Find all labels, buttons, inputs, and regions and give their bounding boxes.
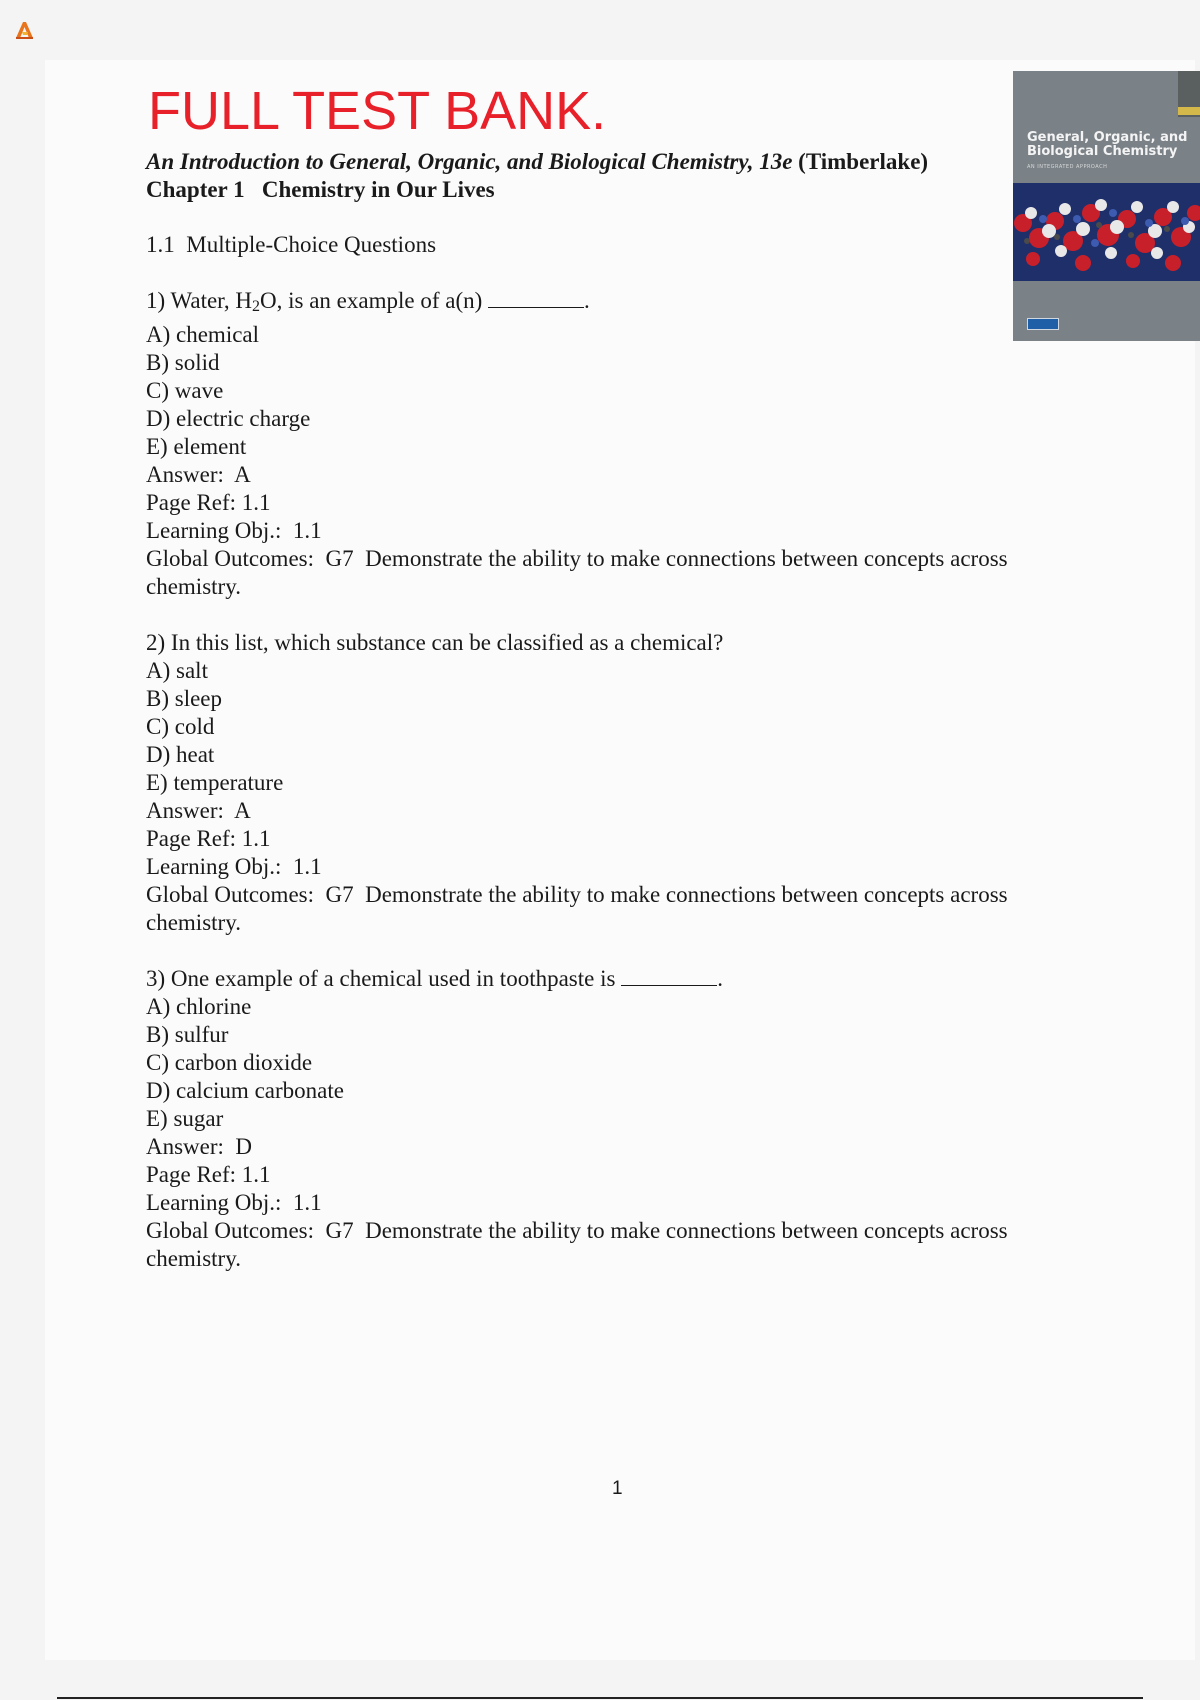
book-author: (Timberlake) xyxy=(792,149,929,174)
question-stem: 2) In this list, which substance can be classified as a chemical? xyxy=(146,630,724,655)
answer: Answer: D xyxy=(146,1134,253,1159)
option-c: C) carbon dioxide xyxy=(146,1050,313,1075)
option-a: A) chemical xyxy=(146,322,260,347)
option-a: A) salt xyxy=(146,658,208,683)
book-title xyxy=(146,148,928,176)
option-d: D) calcium carbonate xyxy=(146,1078,344,1103)
dna-molecule-image xyxy=(1013,183,1200,281)
global-outcomes: Global Outcomes: G7 Demonstrate the ability to make connections between concepts across chemistry. xyxy=(146,546,1014,599)
stem-end: . xyxy=(584,288,590,313)
question-list xyxy=(146,287,1066,1301)
global-outcomes: Global Outcomes: G7 Demonstrate the ability to make connections between concepts across chemistry. xyxy=(146,882,1014,935)
subscript: 2 xyxy=(252,298,261,315)
question-3 xyxy=(146,965,1066,1273)
question-1 xyxy=(146,287,1066,601)
option-e: E) element xyxy=(146,434,247,459)
answer-blank xyxy=(621,967,717,986)
stem-end: . xyxy=(717,966,723,991)
option-a: A) chlorine xyxy=(146,994,252,1019)
learning-obj: Learning Obj.: 1.1 xyxy=(146,518,322,543)
cover-title: General, Organic, and Biological Chemistry xyxy=(1027,130,1188,159)
answer: Answer: A xyxy=(146,798,251,823)
option-c: C) wave xyxy=(146,378,224,403)
stem-text: O, is an example of a(n) xyxy=(260,288,489,313)
chapter-heading: Chapter 1 Chemistry in Our Lives xyxy=(146,177,495,202)
question-2 xyxy=(146,629,1066,937)
page-number: 1 xyxy=(612,1478,623,1499)
section-heading: 1.1 Multiple-Choice Questions xyxy=(146,232,437,257)
option-d: D) electric charge xyxy=(146,406,311,431)
site-logo-icon[interactable] xyxy=(14,20,36,40)
page-ref: Page Ref: 1.1 xyxy=(146,1162,271,1187)
learning-obj: Learning Obj.: 1.1 xyxy=(146,1190,322,1215)
divider xyxy=(57,1697,1143,1699)
question-stem xyxy=(146,965,1066,993)
question-stem xyxy=(146,287,1066,321)
cover-subtitle: AN INTEGRATED APPROACH xyxy=(1027,164,1108,170)
headline: FULL TEST BANK. xyxy=(148,81,607,141)
learning-obj: Learning Obj.: 1.1 xyxy=(146,854,322,879)
stem-text: 1) Water, H xyxy=(146,288,253,313)
book-title-italic: An Introduction to General, Organic, and Biological Chemistry, 13e xyxy=(146,149,793,174)
page-ref: Page Ref: 1.1 xyxy=(146,490,271,515)
option-b: B) solid xyxy=(146,350,220,375)
option-b: B) sulfur xyxy=(146,1022,229,1047)
option-e: E) temperature xyxy=(146,770,284,795)
answer: Answer: A xyxy=(146,462,251,487)
stem-text: 3) One example of a chemical used in toothpaste is xyxy=(146,966,622,991)
option-c: C) cold xyxy=(146,714,215,739)
option-e: E) sugar xyxy=(146,1106,224,1131)
cover-corner-strip xyxy=(1178,107,1200,115)
page-ref: Page Ref: 1.1 xyxy=(146,826,271,851)
answer-blank xyxy=(488,289,584,308)
option-b: B) sleep xyxy=(146,686,223,711)
option-d: D) heat xyxy=(146,742,215,767)
global-outcomes: Global Outcomes: G7 Demonstrate the ability to make connections between concepts across chemistry. xyxy=(146,1218,1014,1271)
